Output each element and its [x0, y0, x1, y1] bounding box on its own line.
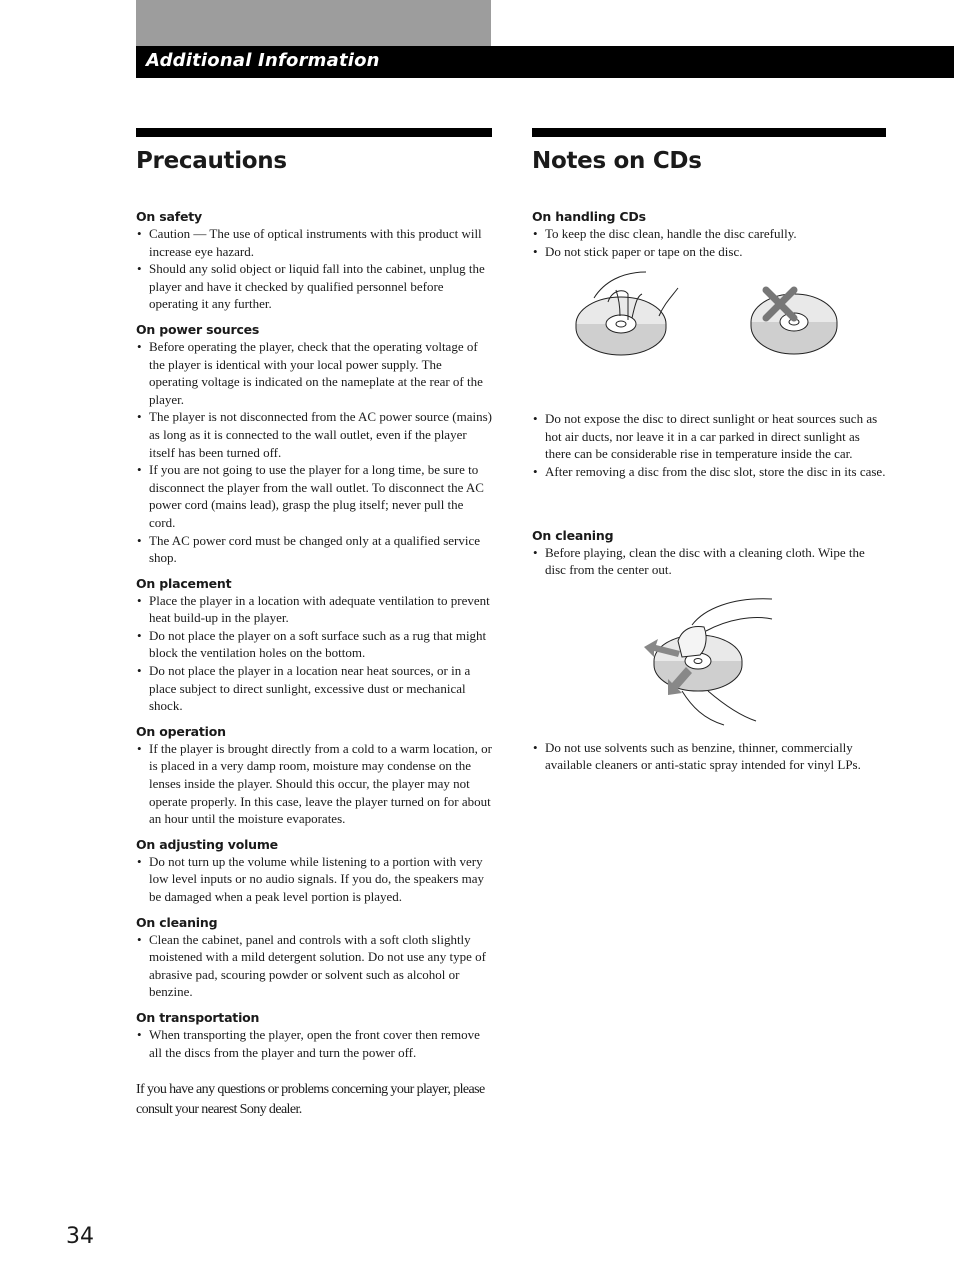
- list-item: • Place the player in a location with adequate ventilation to prevent heat build-up in the player.: [136, 592, 492, 627]
- disc-handling-illustration: [532, 260, 886, 410]
- list-item: • Before operating the player, check that the operating voltage of the player is identical with your local power supply. The operating voltage is indicated on the nameplate at the rear of the player.: [136, 338, 492, 408]
- heading-on-operation: On operation: [136, 723, 226, 739]
- list-on-cleaning: [136, 931, 492, 1001]
- list-item: • If the player is brought directly from a cold to a warm location, or is placed in a very damp room, moisture may condense on the lenses inside the player. Should this occur, the player may not operate properly. In this case, leave the player turned on for about an hour until the moisture evaporates.: [136, 740, 492, 828]
- title-rule: [532, 128, 886, 137]
- list-item: • Clean the cabinet, panel and controls with a soft cloth slightly moistened with a mild detergent solution. Do not use any type of abrasive pad, scouring powder or solvent such as alcohol or benzine.: [136, 931, 492, 1001]
- list-item: • Do not turn up the volume while listening to a portion with very low level inputs or no audio signals. If you do, the speakers may be damaged when a peak level portion is played.: [136, 853, 492, 906]
- list-on-operation: [136, 740, 492, 828]
- list-item: • The player is not disconnected from the AC power source (mains) as long as it is connected to the wall outlet, even if the player itself has been turned off.: [136, 408, 492, 461]
- list-item: • If you are not going to use the player for a long time, be sure to disconnect the player from the wall outlet. To disconnect the AC power cord (mains lead), grasp the plug itself; never pull the cord.: [136, 461, 492, 531]
- list-handling: [532, 225, 886, 260]
- heading-on-transportation: On transportation: [136, 1009, 260, 1025]
- list-handling-more: [532, 410, 886, 480]
- heading-on-power-sources: On power sources: [136, 321, 260, 337]
- disc-held-correctly-icon: [576, 272, 678, 355]
- title-rule: [136, 128, 492, 137]
- disc-cleaning-illustration: [532, 579, 886, 739]
- list-item: • Do not use solvents such as benzine, thinner, commercially available cleaners or anti-static spray intended for vinyl LPs.: [532, 739, 886, 774]
- list-item: • After removing a disc from the disc slot, store the disc in its case.: [532, 463, 886, 481]
- list-on-transportation: [136, 1026, 492, 1061]
- list-cleaning-more: [532, 739, 886, 774]
- heading-on-handling-cds: On handling CDs: [532, 209, 646, 224]
- list-item: • The AC power cord must be changed only at a qualified service shop.: [136, 532, 492, 567]
- notes-on-cds-column: [532, 128, 886, 774]
- page-number: 34: [66, 1224, 94, 1249]
- heading-on-cleaning-cds: On cleaning: [532, 527, 614, 543]
- page-title-precautions: Precautions: [136, 148, 287, 174]
- heading-on-adjusting-volume: On adjusting volume: [136, 836, 278, 852]
- list-item: • Do not place the player on a soft surface such as a rug that might block the ventilation holes on the bottom.: [136, 627, 492, 662]
- list-item: • Do not place the player in a location near heat sources, or in a place subject to direct sunlight, excessive dust or mechanical shock.: [136, 662, 492, 715]
- heading-on-cleaning: On cleaning: [136, 914, 218, 930]
- list-item: • To keep the disc clean, handle the disc carefully.: [532, 225, 886, 243]
- list-item: • Do not expose the disc to direct sunlight or heat sources such as hot air ducts, nor leave it in a car parked in direct sunlight as there can be considerable rise in temperature inside the car.: [532, 410, 886, 463]
- header-tab: [136, 0, 491, 46]
- list-item: • Before playing, clean the disc with a cleaning cloth. Wipe the disc from the center out.: [532, 544, 886, 579]
- list-cleaning: [532, 544, 886, 579]
- disc-wrong-handling-icon: [751, 294, 837, 354]
- section-title: Additional Information: [146, 50, 380, 71]
- list-item: • When transporting the player, open the front cover then remove all the discs from the player and turn the power off.: [136, 1026, 492, 1061]
- list-on-adjusting-volume: [136, 853, 492, 906]
- list-on-power-sources: [136, 338, 492, 567]
- closing-note: If you have any questions or problems concerning your player, please consult your nearest Sony dealer.: [136, 1082, 485, 1117]
- page-title-notes-on-cds: Notes on CDs: [532, 148, 702, 174]
- heading-on-placement: On placement: [136, 575, 232, 591]
- list-item: • Should any solid object or liquid fall into the cabinet, unplug the player and have it checked by qualified personnel before operating it any further.: [136, 260, 492, 313]
- precautions-column: [136, 128, 492, 1133]
- list-on-safety: [136, 225, 492, 313]
- heading-on-safety: On safety: [136, 209, 202, 224]
- section-header-bar: [136, 46, 954, 78]
- list-on-placement: [136, 592, 492, 715]
- list-item: • Do not stick paper or tape on the disc.: [532, 243, 886, 261]
- disc-cleaning-icon: [654, 599, 772, 725]
- list-item: • Caution — The use of optical instruments with this product will increase eye hazard.: [136, 225, 492, 260]
